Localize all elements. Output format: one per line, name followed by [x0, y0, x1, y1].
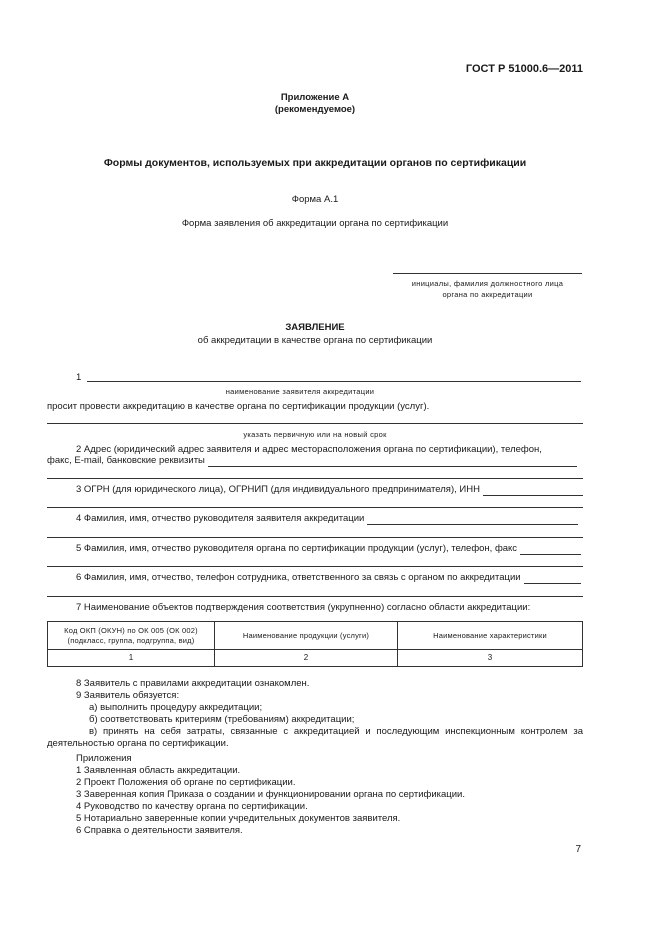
item-4-row: [76, 513, 578, 525]
item-5-extra-line: [47, 566, 583, 567]
item-5-text: 5 Фамилия, имя, отчество руководителя органа по сертификации продукции (услуг), телефон, факс: [76, 543, 518, 554]
item-2-row: [47, 455, 577, 467]
item-5-fill-line: [520, 544, 581, 555]
objects-table: [47, 621, 583, 667]
addressee-caption-2: органа по аккредитации: [442, 290, 533, 299]
statement-subtitle: об аккредитации в качестве органа по сертификации: [197, 335, 433, 346]
attachment-item: 1 Заявленная область аккредитации.: [76, 765, 241, 776]
item-6-fill-line: [524, 573, 581, 584]
item-3-fill-line: [483, 485, 583, 496]
item-1-text: просит провести аккредитацию в качестве органа по сертификации продукции (услуг).: [47, 401, 430, 412]
obligation-b: б) соответствовать критериям (требованиям) аккредитации;: [89, 714, 355, 725]
item-6-row: [76, 572, 581, 584]
item-6-extra-line: [47, 596, 583, 597]
section-title: Формы документов, используемых при аккредитации органов по сертификации: [103, 157, 527, 169]
appendix-status: (рекомендуемое): [274, 104, 356, 115]
standard-number: ГОСТ Р 51000.6—2011: [465, 63, 583, 75]
item-2-line-1: 2 Адрес (юридический адрес заявителя и адрес месторасположения органа по сертификации), телефон,: [76, 444, 542, 455]
attachment-item: 3 Заверенная копия Приказа о создании и функционировании органа по сертификации.: [76, 789, 465, 800]
attachment-item: 2 Проект Положения об органе по сертификации.: [76, 777, 296, 788]
item-4-text: 4 Фамилия, имя, отчество руководителя заявителя аккредитации: [76, 513, 365, 524]
term-line: [47, 423, 583, 424]
table-col-number: 3: [398, 650, 583, 667]
statement-title: ЗАЯВЛЕНИЕ: [285, 322, 345, 333]
applicant-name-caption: наименование заявителя аккредитации: [225, 387, 375, 396]
table-col-number: 2: [215, 650, 398, 667]
item-9-text: 9 Заявитель обязуется:: [76, 690, 180, 701]
attachment-item: 4 Руководство по качеству органа по сертификации.: [76, 801, 308, 812]
term-caption: указать первичную или на новый срок: [243, 430, 387, 439]
addressee-line: [393, 273, 582, 274]
item-2-line-2: факс, E-mail, банковские реквизиты: [47, 455, 205, 466]
obligation-a: а) выполнить процедуру аккредитации;: [89, 702, 263, 713]
item-4-extra-line: [47, 537, 583, 538]
appendix-title: Приложение А: [280, 92, 350, 103]
table-header-characteristic: Наименование характеристики: [398, 622, 583, 650]
attachments-title: Приложения: [76, 753, 132, 764]
item-5-row: [76, 543, 581, 555]
item-6-text: 6 Фамилия, имя, отчество, телефон сотрудника, ответственного за связь с органом по аккредитации: [76, 572, 521, 583]
page-number: 7: [575, 844, 581, 855]
item-4-fill-line: [367, 514, 578, 525]
addressee-caption-1: инициалы, фамилия должностного лица: [411, 279, 564, 288]
item-3-row: [76, 484, 583, 496]
item-3-text: 3 ОГРН (для юридического лица), ОГРНИП (для индивидуального предпринимателя), ИНН: [76, 484, 480, 495]
table-col-number: 1: [48, 650, 215, 667]
item-2-extra-line: [47, 478, 583, 479]
attachment-item: 6 Справка о деятельности заявителя.: [76, 825, 243, 836]
item-1-number: 1: [76, 372, 82, 383]
table-header-row: [48, 622, 583, 650]
item-8-text: 8 Заявитель с правилами аккредитации ознакомлен.: [76, 678, 310, 689]
obligation-c: в) принять на себя затраты, связанные с аккредитацией и последующим инспекционным контролем за деятельностью органа по сертификации.: [47, 726, 583, 749]
item-2-fill-line: [208, 456, 577, 467]
item-7-text: 7 Наименование объектов подтверждения соответствия (укрупненно) согласно области аккредитации:: [76, 602, 531, 613]
table-header-code: Код ОКП (ОКУН) по ОК 005 (ОК 002) (подкласс, группа, подгруппа, вид): [48, 622, 215, 650]
form-name: Форма заявления об аккредитации органа по сертификации: [181, 218, 449, 229]
attachment-item: 5 Нотариально заверенные копии учредительных документов заявителя.: [76, 813, 401, 824]
table-number-row: [48, 650, 583, 667]
applicant-name-line: [87, 381, 581, 382]
table-header-product: Наименование продукции (услуги): [215, 622, 398, 650]
form-number: Форма А.1: [291, 194, 339, 205]
item-3-extra-line: [47, 507, 583, 508]
